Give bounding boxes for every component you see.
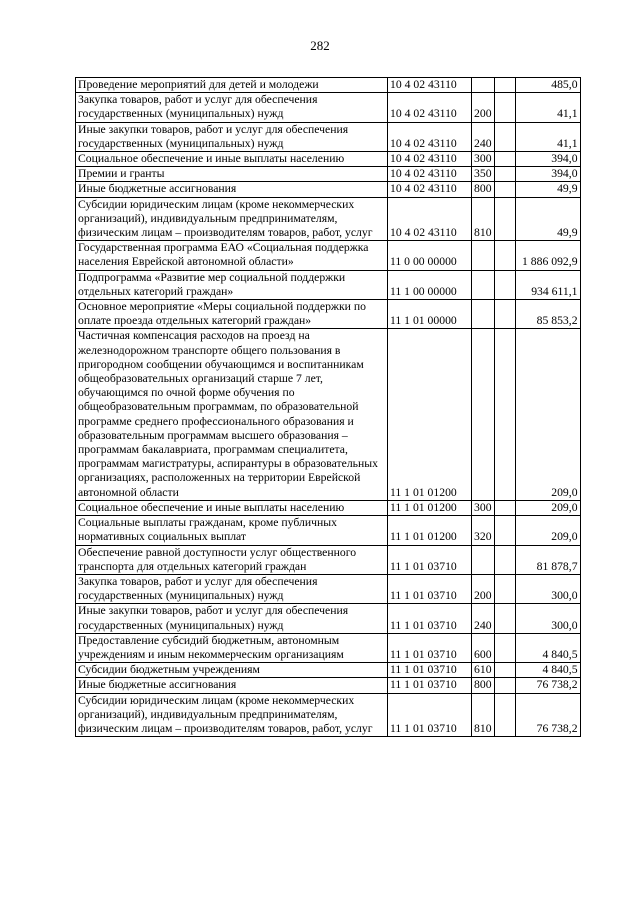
row-vr-cell <box>472 78 495 93</box>
row-vr-cell: 320 <box>472 516 495 545</box>
row-blank-cell <box>494 182 515 197</box>
row-vr-cell: 350 <box>472 167 495 182</box>
row-sum-cell: 1 886 092,9 <box>515 241 580 270</box>
row-sum-cell: 41,1 <box>515 93 580 122</box>
row-name-cell: Основное мероприятие «Меры социальной поддержки по оплате проезда отдельных категорий граждан» <box>76 300 388 329</box>
row-blank-cell <box>494 197 515 241</box>
row-csr-cell: 11 1 01 03710 <box>388 633 472 662</box>
row-blank-cell <box>494 633 515 662</box>
row-blank-cell <box>494 270 515 299</box>
row-name-cell: Иные закупки товаров, работ и услуг для обеспечения государственных (муниципальных) нужд <box>76 122 388 151</box>
row-name-cell: Закупка товаров, работ и услуг для обеспечения государственных (муниципальных) нужд <box>76 93 388 122</box>
row-name-cell: Социальные выплаты гражданам, кроме публичных нормативных социальных выплат <box>76 516 388 545</box>
row-sum-cell: 300,0 <box>515 604 580 633</box>
row-sum-cell: 4 840,5 <box>515 663 580 678</box>
row-csr-cell: 11 1 00 00000 <box>388 270 472 299</box>
row-blank-cell <box>494 604 515 633</box>
row-csr-cell: 11 1 01 03710 <box>388 663 472 678</box>
row-csr-cell: 11 1 01 01200 <box>388 516 472 545</box>
row-blank-cell <box>494 300 515 329</box>
row-sum-cell: 300,0 <box>515 574 580 603</box>
row-name-cell: Предоставление субсидий бюджетным, автономным учреждениям и иным некоммерческим организациям <box>76 633 388 662</box>
table-row <box>76 329 581 500</box>
row-vr-cell: 810 <box>472 693 495 737</box>
row-name-cell: Субсидии юридическим лицам (кроме некоммерческих организаций), индивидуальным предпринимателям, физическим лицам – производителям товаров, работ, услуг <box>76 693 388 737</box>
row-vr-cell <box>472 241 495 270</box>
row-csr-cell: 11 1 01 03710 <box>388 678 472 693</box>
row-name-cell: Социальное обеспечение и иные выплаты населению <box>76 500 388 515</box>
table-row <box>76 663 581 678</box>
row-csr-cell: 10 4 02 43110 <box>388 78 472 93</box>
row-vr-cell <box>472 329 495 500</box>
row-csr-cell: 10 4 02 43110 <box>388 197 472 241</box>
row-vr-cell <box>472 300 495 329</box>
row-vr-cell: 200 <box>472 574 495 603</box>
row-blank-cell <box>494 122 515 151</box>
row-blank-cell <box>494 516 515 545</box>
row-vr-cell: 240 <box>472 604 495 633</box>
table-row <box>76 500 581 515</box>
row-csr-cell: 11 1 01 01200 <box>388 329 472 500</box>
row-csr-cell: 10 4 02 43110 <box>388 182 472 197</box>
row-vr-cell: 300 <box>472 500 495 515</box>
row-sum-cell: 41,1 <box>515 122 580 151</box>
table-row <box>76 574 581 603</box>
row-name-cell: Субсидии юридическим лицам (кроме некоммерческих организаций), индивидуальным предпринимателям, физическим лицам – производителям товаров, работ, услуг <box>76 197 388 241</box>
row-sum-cell: 76 738,2 <box>515 678 580 693</box>
row-blank-cell <box>494 574 515 603</box>
row-sum-cell: 209,0 <box>515 500 580 515</box>
row-vr-cell: 300 <box>472 152 495 167</box>
row-vr-cell <box>472 270 495 299</box>
row-vr-cell: 200 <box>472 93 495 122</box>
row-vr-cell: 240 <box>472 122 495 151</box>
table-row <box>76 300 581 329</box>
table-row <box>76 604 581 633</box>
table-row <box>76 545 581 574</box>
row-vr-cell: 610 <box>472 663 495 678</box>
table-row <box>76 197 581 241</box>
row-sum-cell: 394,0 <box>515 152 580 167</box>
table-row <box>76 152 581 167</box>
row-name-cell: Субсидии бюджетным учреждениям <box>76 663 388 678</box>
row-blank-cell <box>494 678 515 693</box>
row-vr-cell: 800 <box>472 678 495 693</box>
row-sum-cell: 81 878,7 <box>515 545 580 574</box>
row-csr-cell: 10 4 02 43110 <box>388 93 472 122</box>
row-name-cell: Премии и гранты <box>76 167 388 182</box>
table-row <box>76 182 581 197</box>
row-csr-cell: 10 4 02 43110 <box>388 122 472 151</box>
row-blank-cell <box>494 329 515 500</box>
row-sum-cell: 394,0 <box>515 167 580 182</box>
row-name-cell: Частичная компенсация расходов на проезд на железнодорожном транспорте общего пользования в пригородном сообщении обучающимся и воспитанникам общеобразовательных организаций старше 7 лет, обучающимся по очной форме обучения по общеобразовательным программам, по образовательной программе среднего профессионального образования и образовательным программам высшего образования – программам бакалавриата, программам специалитета, программам магистратуры, аспирантуры в образовательных организациях, расположенных на территории Еврейской автономной области <box>76 329 388 500</box>
table-row <box>76 241 581 270</box>
row-name-cell: Закупка товаров, работ и услуг для обеспечения государственных (муниципальных) нужд <box>76 574 388 603</box>
row-name-cell: Иные закупки товаров, работ и услуг для обеспечения государственных (муниципальных) нужд <box>76 604 388 633</box>
table-row <box>76 693 581 737</box>
row-name-cell: Обеспечение равной доступности услуг общественного транспорта для отдельных категорий граждан <box>76 545 388 574</box>
row-blank-cell <box>494 545 515 574</box>
table-row <box>76 516 581 545</box>
table-row <box>76 78 581 93</box>
row-sum-cell: 4 840,5 <box>515 633 580 662</box>
row-csr-cell: 11 0 00 00000 <box>388 241 472 270</box>
table-row <box>76 270 581 299</box>
row-sum-cell: 85 853,2 <box>515 300 580 329</box>
row-blank-cell <box>494 663 515 678</box>
row-name-cell: Государственная программа ЕАО «Социальная поддержка населения Еврейской автономной области» <box>76 241 388 270</box>
row-csr-cell: 11 1 01 03710 <box>388 693 472 737</box>
row-csr-cell: 11 1 01 03710 <box>388 545 472 574</box>
table-row <box>76 167 581 182</box>
row-name-cell: Проведение мероприятий для детей и молодежи <box>76 78 388 93</box>
row-blank-cell <box>494 93 515 122</box>
page-number: 282 <box>310 38 330 53</box>
row-csr-cell: 10 4 02 43110 <box>388 167 472 182</box>
row-sum-cell: 934 611,1 <box>515 270 580 299</box>
row-csr-cell: 11 1 01 03710 <box>388 574 472 603</box>
budget-table <box>75 77 581 737</box>
row-name-cell: Иные бюджетные ассигнования <box>76 182 388 197</box>
table-row <box>76 122 581 151</box>
row-blank-cell <box>494 167 515 182</box>
row-vr-cell: 800 <box>472 182 495 197</box>
row-vr-cell <box>472 545 495 574</box>
row-csr-cell: 10 4 02 43110 <box>388 152 472 167</box>
row-name-cell: Социальное обеспечение и иные выплаты населению <box>76 152 388 167</box>
row-blank-cell <box>494 241 515 270</box>
row-blank-cell <box>494 78 515 93</box>
row-sum-cell: 49,9 <box>515 197 580 241</box>
row-vr-cell: 810 <box>472 197 495 241</box>
row-csr-cell: 11 1 01 01200 <box>388 500 472 515</box>
table-row <box>76 678 581 693</box>
row-name-cell: Подпрограмма «Развитие мер социальной поддержки отдельных категорий граждан» <box>76 270 388 299</box>
row-csr-cell: 11 1 01 00000 <box>388 300 472 329</box>
row-blank-cell <box>494 500 515 515</box>
row-vr-cell: 600 <box>472 633 495 662</box>
row-blank-cell <box>494 693 515 737</box>
row-sum-cell: 209,0 <box>515 516 580 545</box>
row-sum-cell: 49,9 <box>515 182 580 197</box>
row-sum-cell: 485,0 <box>515 78 580 93</box>
table-row <box>76 633 581 662</box>
row-csr-cell: 11 1 01 03710 <box>388 604 472 633</box>
row-sum-cell: 209,0 <box>515 329 580 500</box>
row-name-cell: Иные бюджетные ассигнования <box>76 678 388 693</box>
row-sum-cell: 76 738,2 <box>515 693 580 737</box>
table-row <box>76 93 581 122</box>
row-blank-cell <box>494 152 515 167</box>
